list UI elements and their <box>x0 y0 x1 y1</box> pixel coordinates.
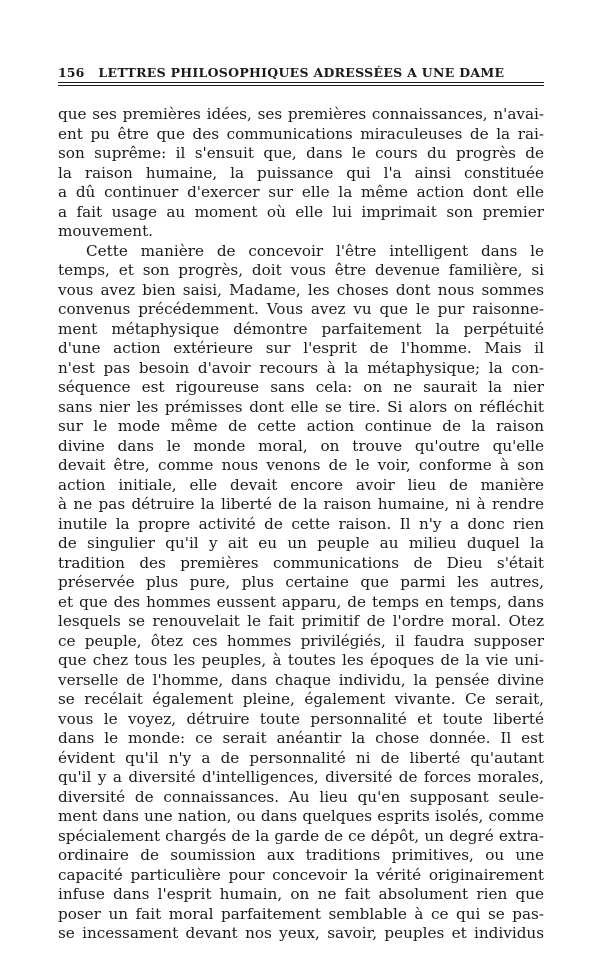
text-line: temps, et son progrès, doit vous être devenue familière, si <box>58 261 544 279</box>
text-line: poser un fait moral parfaitement semblable à ce qui se pas- <box>58 904 544 923</box>
text-line: dans le monde: ce serait anéantir la chose donnée. Il est <box>58 729 544 747</box>
page-number: 156 <box>58 65 85 80</box>
text-line: à ne pas détruire la liberté de la raison humaine, ni à rendre <box>58 495 544 513</box>
text-line: inutile la propre activité de cette raison. Il n'y a donc rien <box>58 514 544 533</box>
text-line: et que des hommes eussent apparu, de temps en temps, dans <box>58 592 544 611</box>
text-line: se recélait également pleine, également vivante. Ce serait, <box>58 690 544 708</box>
text-line: a dû continuer d'exercer sur elle la même action dont elle <box>58 183 544 201</box>
text-line: d'une action extérieure sur l'esprit de l'homme. Mais il <box>58 339 544 357</box>
text-line: devait être, comme nous venons de le voir, conforme à son <box>58 456 544 474</box>
text-line: convenus précédemment. Vous avez vu que le pur raisonne- <box>58 300 544 318</box>
text-line: son suprême: il s'ensuit que, dans le cours du progrès de <box>58 144 544 162</box>
text-line: lesquels se renouvelait le fait primitif de l'ordre moral. Otez <box>58 612 544 630</box>
text-line: ent pu être que des communications miraculeuses de la rai- <box>58 124 544 143</box>
text-line: tradition des premières communications de Dieu s'était <box>58 553 544 572</box>
text-line: mouvement. <box>58 222 153 240</box>
text-line: infuse dans l'esprit humain, on ne fait absolument rien que <box>58 885 544 903</box>
text-line: ce peuple, ôtez ces hommes privilégiés, il faudra supposer <box>58 631 544 650</box>
text-line: sur le mode même de cette action continue de la raison <box>58 417 544 435</box>
text-line: ment dans une nation, ou dans quelques esprits isolés, comme <box>58 807 544 825</box>
text-line: qu'il y a diversité d'intelligences, diversité de forces morales, <box>58 768 544 786</box>
header-rule-top <box>58 82 544 83</box>
text-line: Cette manière de concevoir l'être intelligent dans le <box>86 241 544 260</box>
text-line: se incessament devant nos yeux, savoir, peuples et individus <box>58 924 544 942</box>
text-line: évident qu'il n'y a de personnalité ni de liberté qu'autant <box>58 748 544 767</box>
text-line: spécialement chargés de la garde de ce dépôt, un degré extra- <box>58 826 544 845</box>
text-line: ment métaphysique démontre parfaitement la perpétuité <box>58 319 544 338</box>
text-line: action initiale, elle devait encore avoir lieu de manière <box>58 475 544 494</box>
body-text <box>58 105 544 944</box>
running-title: LETTRES PHILOSOPHIQUES ADRESSÉES A UNE DAME <box>98 65 505 80</box>
page-header <box>58 64 544 82</box>
text-line: sans nier les prémisses dont elle se tire. Si alors on réfléchit <box>58 397 544 416</box>
text-line: divine dans le monde moral, on trouve qu'outre qu'elle <box>58 436 544 455</box>
text-line: diversité de connaissances. Au lieu qu'en supposant seule- <box>58 787 544 806</box>
text-line: préservée plus pure, plus certaine que parmi les autres, <box>58 573 544 591</box>
text-line: vous le voyez, détruire toute personnalité et toute liberté <box>58 709 544 728</box>
text-line: que ses premières idées, ses premières connaissances, n'avai- <box>58 105 544 123</box>
text-line: n'est pas besoin d'avoir recours à la métaphysique; la con- <box>58 358 544 377</box>
text-line: verselle de l'homme, dans chaque individu, la pensée divine <box>58 670 544 689</box>
text-line: la raison humaine, la puissance qui l'a ainsi constituée <box>58 163 544 182</box>
header-rule-bottom <box>58 85 544 86</box>
text-line: de singulier qu'il y ait eu un peuple au milieu duquel la <box>58 534 544 552</box>
text-line: vous avez bien saisi, Madame, les choses dont nous sommes <box>58 280 544 299</box>
text-line: séquence est rigoureuse sans cela: on ne saurait la nier <box>58 378 544 396</box>
text-line: que chez tous les peuples, à toutes les époques de la vie uni- <box>58 651 544 669</box>
text-line: capacité particulière pour concevoir la vérité originairement <box>58 865 544 884</box>
text-line: a fait usage au moment où elle lui imprimait son premier <box>58 202 544 221</box>
text-line: ordinaire de soumission aux traditions primitives, ou une <box>58 846 544 864</box>
